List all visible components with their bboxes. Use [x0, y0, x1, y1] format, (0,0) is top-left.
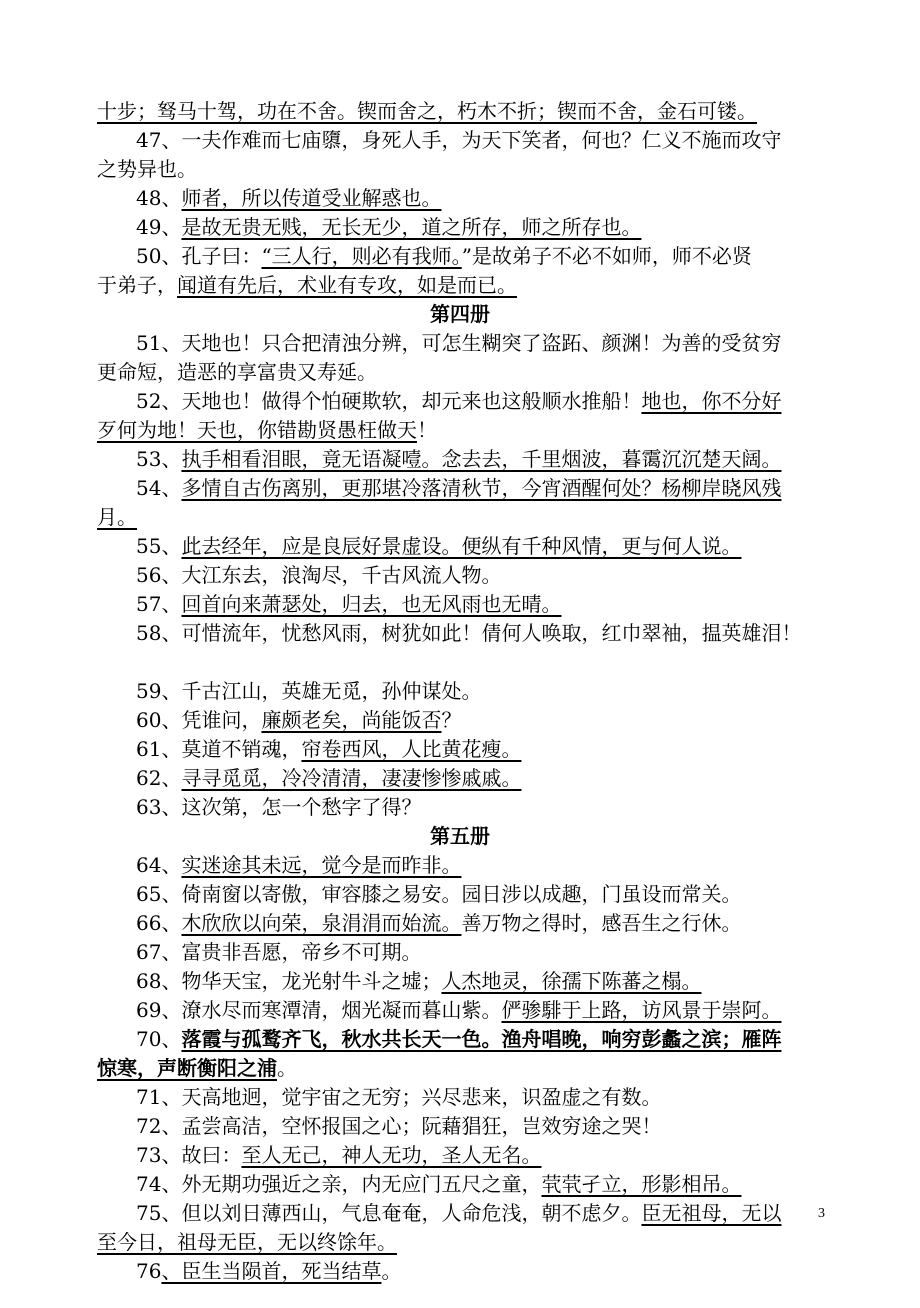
text-line — [136, 938, 866, 966]
section-heading: 第四册 — [430, 302, 490, 326]
item-number: 76 — [136, 1259, 162, 1283]
plain-text: 47、一夫作难而七庙隳，身死人手，为天下笑者，何也？仁义不施而攻守 — [136, 128, 782, 152]
plain-text: 善万物之得时，感吾生之行休。 — [461, 911, 742, 935]
plain-text: 71、天高地迥，觉宇宙之无穷；兴尽悲来，识盈虚之有数。 — [136, 1085, 662, 1109]
text-line — [136, 445, 866, 473]
item-number: 66、 — [136, 911, 182, 935]
item-number: 56、 — [136, 563, 182, 587]
plain-text: 之势异也。 — [97, 157, 197, 181]
text-line — [136, 561, 866, 589]
text-line — [136, 1112, 866, 1140]
text-line — [136, 793, 866, 821]
text-line — [136, 967, 866, 995]
item-number: 64、 — [136, 853, 182, 877]
text-line — [136, 735, 866, 763]
section-heading: 第五册 — [430, 824, 490, 848]
plain-text: ？ — [441, 708, 462, 732]
plain-text: 67、富贵非吾愿，帝乡不可期。 — [136, 940, 422, 964]
text-line — [136, 996, 866, 1024]
text-line — [136, 329, 866, 357]
text-line — [136, 532, 866, 560]
underlined-text: 多情自古伤离别，更那堪冷落清秋节，今宵酒醒何处？杨柳岸晓风残 — [181, 476, 782, 500]
underlined-text: 俨骖騑于上路，访风景于崇阿。 — [501, 998, 782, 1022]
item-number: 49、 — [136, 215, 182, 239]
item-number: 57、 — [136, 592, 182, 616]
plain-text: 68、物华天宝，龙光射牛斗之墟； — [136, 969, 442, 993]
item-number: 48、 — [136, 186, 182, 210]
plain-text: 69、潦水尽而寒潭清，烟光凝而暮山紫。 — [136, 998, 502, 1022]
plain-text: 52、天地也！做得个怕硬欺软，却元来也这般顺水推船！ — [136, 389, 642, 413]
text-line — [136, 1141, 866, 1169]
plain-text: 倩何人唤取，红巾翠袖，揾英雄泪！ — [481, 621, 802, 645]
text-line — [136, 474, 866, 502]
underlined-text: 臣无祖母，无以 — [641, 1201, 782, 1225]
underlined-text: 至人无己，神人无功，圣人无名。 — [241, 1143, 542, 1167]
item-number: 59、 — [136, 679, 182, 703]
text-line — [136, 706, 866, 734]
plain-text: ”是故弟子不必不如师，师不必贤 — [461, 244, 752, 268]
plain-text: 63、这次第，怎一个愁字了得？ — [136, 795, 422, 819]
text-line — [97, 155, 827, 183]
underlined-text: 是故无贵无贱，无长无少，道之所存，师之所存也。 — [181, 215, 642, 239]
item-number: 70、 — [136, 1027, 182, 1051]
text-line — [136, 242, 866, 270]
text-line — [136, 880, 866, 908]
bold-underlined-text: 惊寒，声断衡阳之浦 — [97, 1056, 277, 1080]
text-line — [97, 358, 827, 386]
text-line — [136, 1257, 866, 1285]
text-line — [136, 590, 866, 618]
underlined-text: 歹何为地！天也，你错勘贤愚枉做天 — [97, 418, 417, 442]
underlined-text: 寻寻觅觅，冷冷清清，凄凄惨惨戚戚。 — [181, 766, 522, 790]
underlined-text: 、臣生当陨首，死当结草 — [161, 1259, 382, 1283]
bold-underlined-text: 落霞与孤鹜齐飞，秋水共长天一色。渔舟唱晚，响穷彭蠡之滨；雁阵 — [181, 1027, 782, 1051]
text-line — [136, 764, 866, 792]
underlined-text: 闻道有先后，术业有专攻，如是而已。 — [177, 273, 517, 297]
underlined-text: 回首向来萧瑟处，归去，也无风雨也无晴。 — [181, 592, 562, 616]
text-line — [136, 1170, 866, 1198]
plain-text: 74、外无期功强近之亲，内无应门五尺之童， — [136, 1172, 542, 1196]
item-number: 55、 — [136, 534, 182, 558]
plain-text: ！ — [417, 418, 437, 442]
underlined-text: 月。 — [97, 505, 137, 529]
underlined-text: 实迷途其未远，觉今是而昨非。 — [181, 853, 462, 877]
item-number: 53、 — [136, 447, 182, 471]
plain-text: 61、莫道不销魂， — [136, 737, 302, 761]
text-line — [97, 1228, 827, 1256]
plain-text: 60、凭谁问， — [136, 708, 262, 732]
text-line — [136, 387, 866, 415]
plain-text: 。 — [277, 1056, 297, 1080]
underlined-text: 廉颇老矣，尚能饭否 — [261, 708, 442, 732]
underlined-text: 师者，所以传道受业解惑也。 — [181, 186, 442, 210]
plain-text: 千古江山，英雄无觅，孙仲谋处。 — [181, 679, 482, 703]
plain-text: 51、天地也！只合把清浊分辨，可怎生糊突了盗跖、颜渊！为善的受贫穷 — [136, 331, 782, 355]
text-line — [97, 1054, 827, 1082]
text-line — [136, 1083, 866, 1111]
underlined-text: 木欣欣以向荣，泉涓涓而始流。 — [181, 911, 462, 935]
underlined-text: 茕茕孑立，形影相吊。 — [541, 1172, 742, 1196]
text-line — [136, 677, 866, 705]
text-line — [97, 503, 827, 531]
text-line — [136, 909, 866, 937]
text-line — [97, 271, 827, 299]
plain-text: 72、孟尝高洁，空怀报国之心；阮藉猖狂，岂效穷途之哭！ — [136, 1114, 662, 1138]
plain-text: 65、倚南窗以寄傲，审容膝之易安。园日涉以成趣，门虽设而常关。 — [136, 882, 742, 906]
underlined-text: 十步；驽马十驾，功在不舍。锲而舍之，朽木不折；锲而不舍，金石可镂。 — [97, 99, 757, 123]
text-line — [136, 126, 866, 154]
plain-text: 75、但以刘日薄西山，气息奄奄，人命危浅，朝不虑夕。 — [136, 1201, 642, 1225]
text-line — [136, 1025, 866, 1053]
item-number: 62、 — [136, 766, 182, 790]
underlined-text: 至今日，祖母无臣，无以终馀年。 — [97, 1230, 397, 1254]
text-line — [97, 416, 827, 444]
page-number: 3 — [818, 1206, 825, 1221]
text-line — [136, 184, 866, 212]
plain-text: 于弟子， — [97, 273, 177, 297]
text-line — [136, 1199, 866, 1227]
item-number: 50、孔子曰： — [136, 244, 262, 268]
plain-text: 更命短，造恶的享富贵又寿延。 — [97, 360, 377, 384]
underlined-text: “三人行，则必有我师。 — [261, 244, 462, 268]
text-line — [136, 213, 866, 241]
underlined-text: 地也，你不分好 — [641, 389, 782, 413]
plain-text: 大江东去，浪淘尽，千古风流人物。 — [181, 563, 502, 587]
plain-text: 73、故曰： — [136, 1143, 242, 1167]
underlined-text: 此去经年，应是良辰好景虚设。便纵有千种风情，更与何人说。 — [181, 534, 742, 558]
text-line — [136, 619, 866, 647]
text-line — [136, 851, 866, 879]
text-line — [97, 97, 827, 125]
underlined-text: 人杰地灵，徐孺下陈蕃之榻。 — [441, 969, 702, 993]
plain-text: 58、可惜流年，忧愁风雨，树犹如此！ — [136, 621, 482, 645]
plain-text: 。 — [381, 1259, 402, 1283]
item-number: 54、 — [136, 476, 182, 500]
underlined-text: 执手相看泪眼，竟无语凝噎。念去去，千里烟波，暮霭沉沉楚天阔。 — [181, 447, 782, 471]
underlined-text: 帘卷西风，人比黄花瘦。 — [301, 737, 522, 761]
